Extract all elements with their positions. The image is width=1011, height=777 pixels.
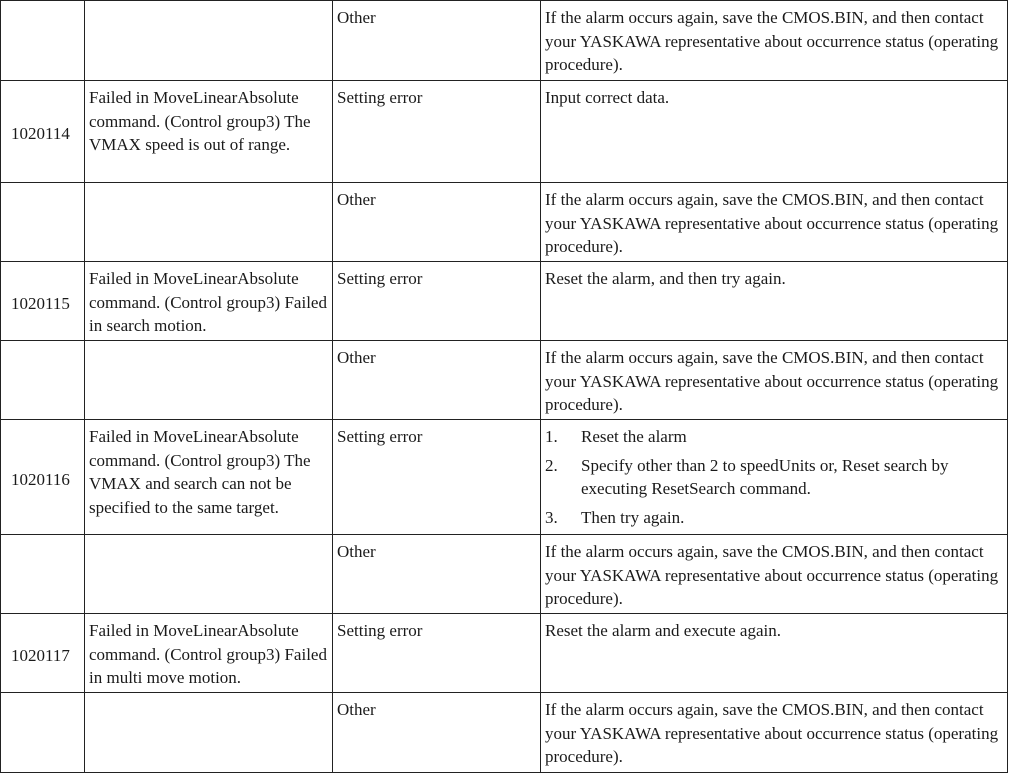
table-row	[1, 81, 1008, 183]
step-number: 2.	[545, 455, 558, 475]
remedy-cell	[541, 420, 1008, 535]
alarm-code-cell: 1020117	[1, 614, 85, 693]
remedy-steps	[545, 425, 1003, 529]
step-number: 1.	[545, 427, 558, 446]
alarm-code-cell: 1020114	[1, 81, 85, 183]
alarm-code-cell	[1, 693, 85, 773]
remedy-cell: If the alarm occurs again, save the CMOS.BIN, and then contact your YASKAWA representative about occurrence status (operating procedure).	[541, 1, 1008, 81]
table-row	[1, 614, 1008, 693]
table-row	[1, 262, 1008, 341]
cause-cell: Other	[333, 535, 541, 614]
remedy-cell: If the alarm occurs again, save the CMOS.BIN, and then contact your YASKAWA representative about occurrence status (operating procedure).	[541, 535, 1008, 614]
step-text: Then try again.	[581, 507, 685, 527]
remedy-step	[545, 425, 1003, 449]
alarm-description-cell	[85, 183, 333, 262]
cause-cell: Other	[333, 183, 541, 262]
alarm-code-cell	[1, 183, 85, 262]
cause-cell: Setting error	[333, 420, 541, 535]
table-row	[1, 535, 1008, 614]
cause-cell: Setting error	[333, 81, 541, 183]
alarm-description-cell	[85, 535, 333, 614]
alarm-description-cell	[85, 693, 333, 773]
cause-cell: Other	[333, 1, 541, 81]
alarm-code-cell	[1, 535, 85, 614]
remedy-cell: If the alarm occurs again, save the CMOS.BIN, and then contact your YASKAWA representative about occurrence status (operating procedure).	[541, 183, 1008, 262]
alarm-code-cell	[1, 341, 85, 420]
alarm-description-cell	[85, 1, 333, 81]
table-row	[1, 693, 1008, 773]
alarm-code-cell: 1020116	[1, 420, 85, 535]
table-row	[1, 420, 1008, 535]
alarm-description-cell: Failed in MoveLinearAbsolute command. (Control group3) The VMAX speed is out of range.	[85, 81, 333, 183]
table-row	[1, 183, 1008, 262]
step-number: 3.	[545, 507, 558, 527]
alarm-description-cell: Failed in MoveLinearAbsolute command. (Control group3) The VMAX and search can not be specified to the same target.	[85, 420, 333, 535]
alarm-description-cell: Failed in MoveLinearAbsolute command. (Control group3) Failed in search motion.	[85, 262, 333, 341]
remedy-step	[545, 506, 1003, 530]
alarm-code-cell	[1, 1, 85, 81]
alarm-description-cell	[85, 341, 333, 420]
alarm-description-cell: Failed in MoveLinearAbsolute command. (Control group3) Failed in multi move motion.	[85, 614, 333, 693]
remedy-cell: Reset the alarm, and then try again.	[541, 262, 1008, 341]
remedy-cell: If the alarm occurs again, save the CMOS.BIN, and then contact your YASKAWA representative about occurrence status (operating procedure).	[541, 341, 1008, 420]
remedy-cell: Input correct data.	[541, 81, 1008, 183]
alarm-code-cell: 1020115	[1, 262, 85, 341]
remedy-cell: If the alarm occurs again, save the CMOS.BIN, and then contact your YASKAWA representative about occurrence status (operating procedure).	[541, 693, 1008, 773]
table-row	[1, 341, 1008, 420]
remedy-step	[545, 454, 1003, 501]
cause-cell: Setting error	[333, 614, 541, 693]
cause-cell: Other	[333, 693, 541, 773]
step-text: Reset the alarm	[581, 427, 687, 446]
step-text: Specify other than 2 to speedUnits or, Reset search by executing ResetSearch command.	[581, 455, 949, 498]
remedy-cell: Reset the alarm and execute again.	[541, 614, 1008, 693]
table-row	[1, 1, 1008, 81]
cause-cell: Setting error	[333, 262, 541, 341]
cause-cell: Other	[333, 341, 541, 420]
